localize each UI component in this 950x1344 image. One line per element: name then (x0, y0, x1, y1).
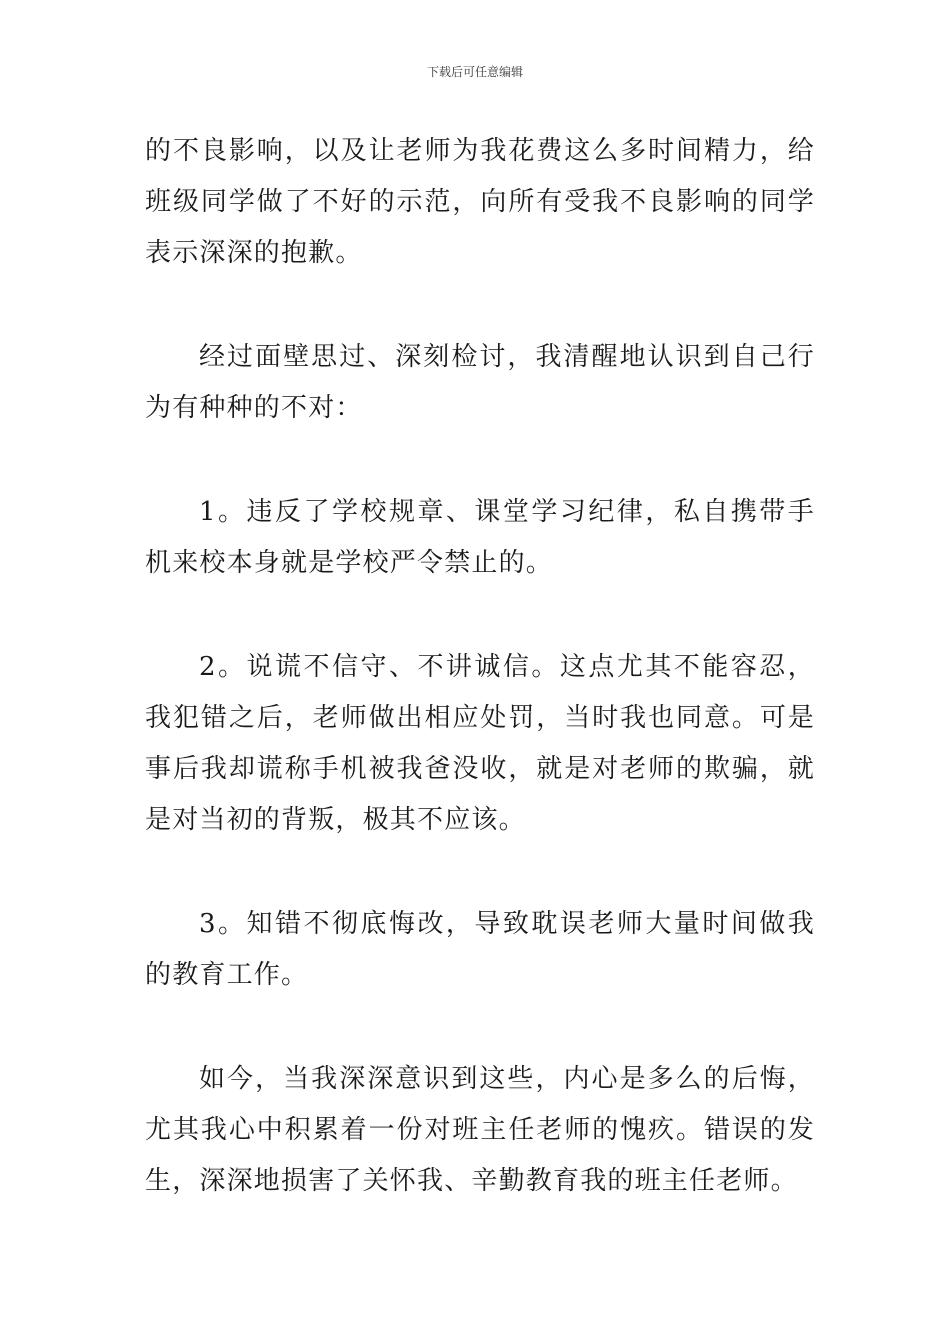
paragraph-point-3: 3。知错不彻底悔改，导致耽误老师大量时间做我的教育工作。 (145, 909, 815, 990)
paragraph-point-2: 2。说谎不信守、不讲诚信。这点尤其不能容忍，我犯错之后，老师做出相应处罚，当时我也同意。可是事后我却谎称手机被我爸没收，就是对老师的欺骗，就是对当初的背叛，极其不应该。 (145, 652, 815, 835)
document-body (145, 126, 815, 1260)
page-header-note: 下载后可任意编辑 (426, 65, 523, 79)
paragraph-reflection: 经过面壁思过、深刻检讨，我清醒地认识到自己行为有种种的不对： (145, 342, 815, 423)
paragraph-conclusion: 如今，当我深深意识到这些，内心是多么的后悔，尤其我心中积累着一份对班主任老师的愧疚。错误的发生，深深地损害了关怀我、辛勤教育我的班主任老师。 (145, 1064, 815, 1196)
paragraph-continuation: 的不良影响，以及让老师为我花费这么多时间精力，给班级同学做了不好的示范，向所有受我不良影响的同学表示深深的抱歉。 (145, 136, 815, 268)
paragraph-point-1: 1。违反了学校规章、课堂学习纪律，私自携带手机来校本身就是学校严令禁止的。 (145, 497, 815, 578)
